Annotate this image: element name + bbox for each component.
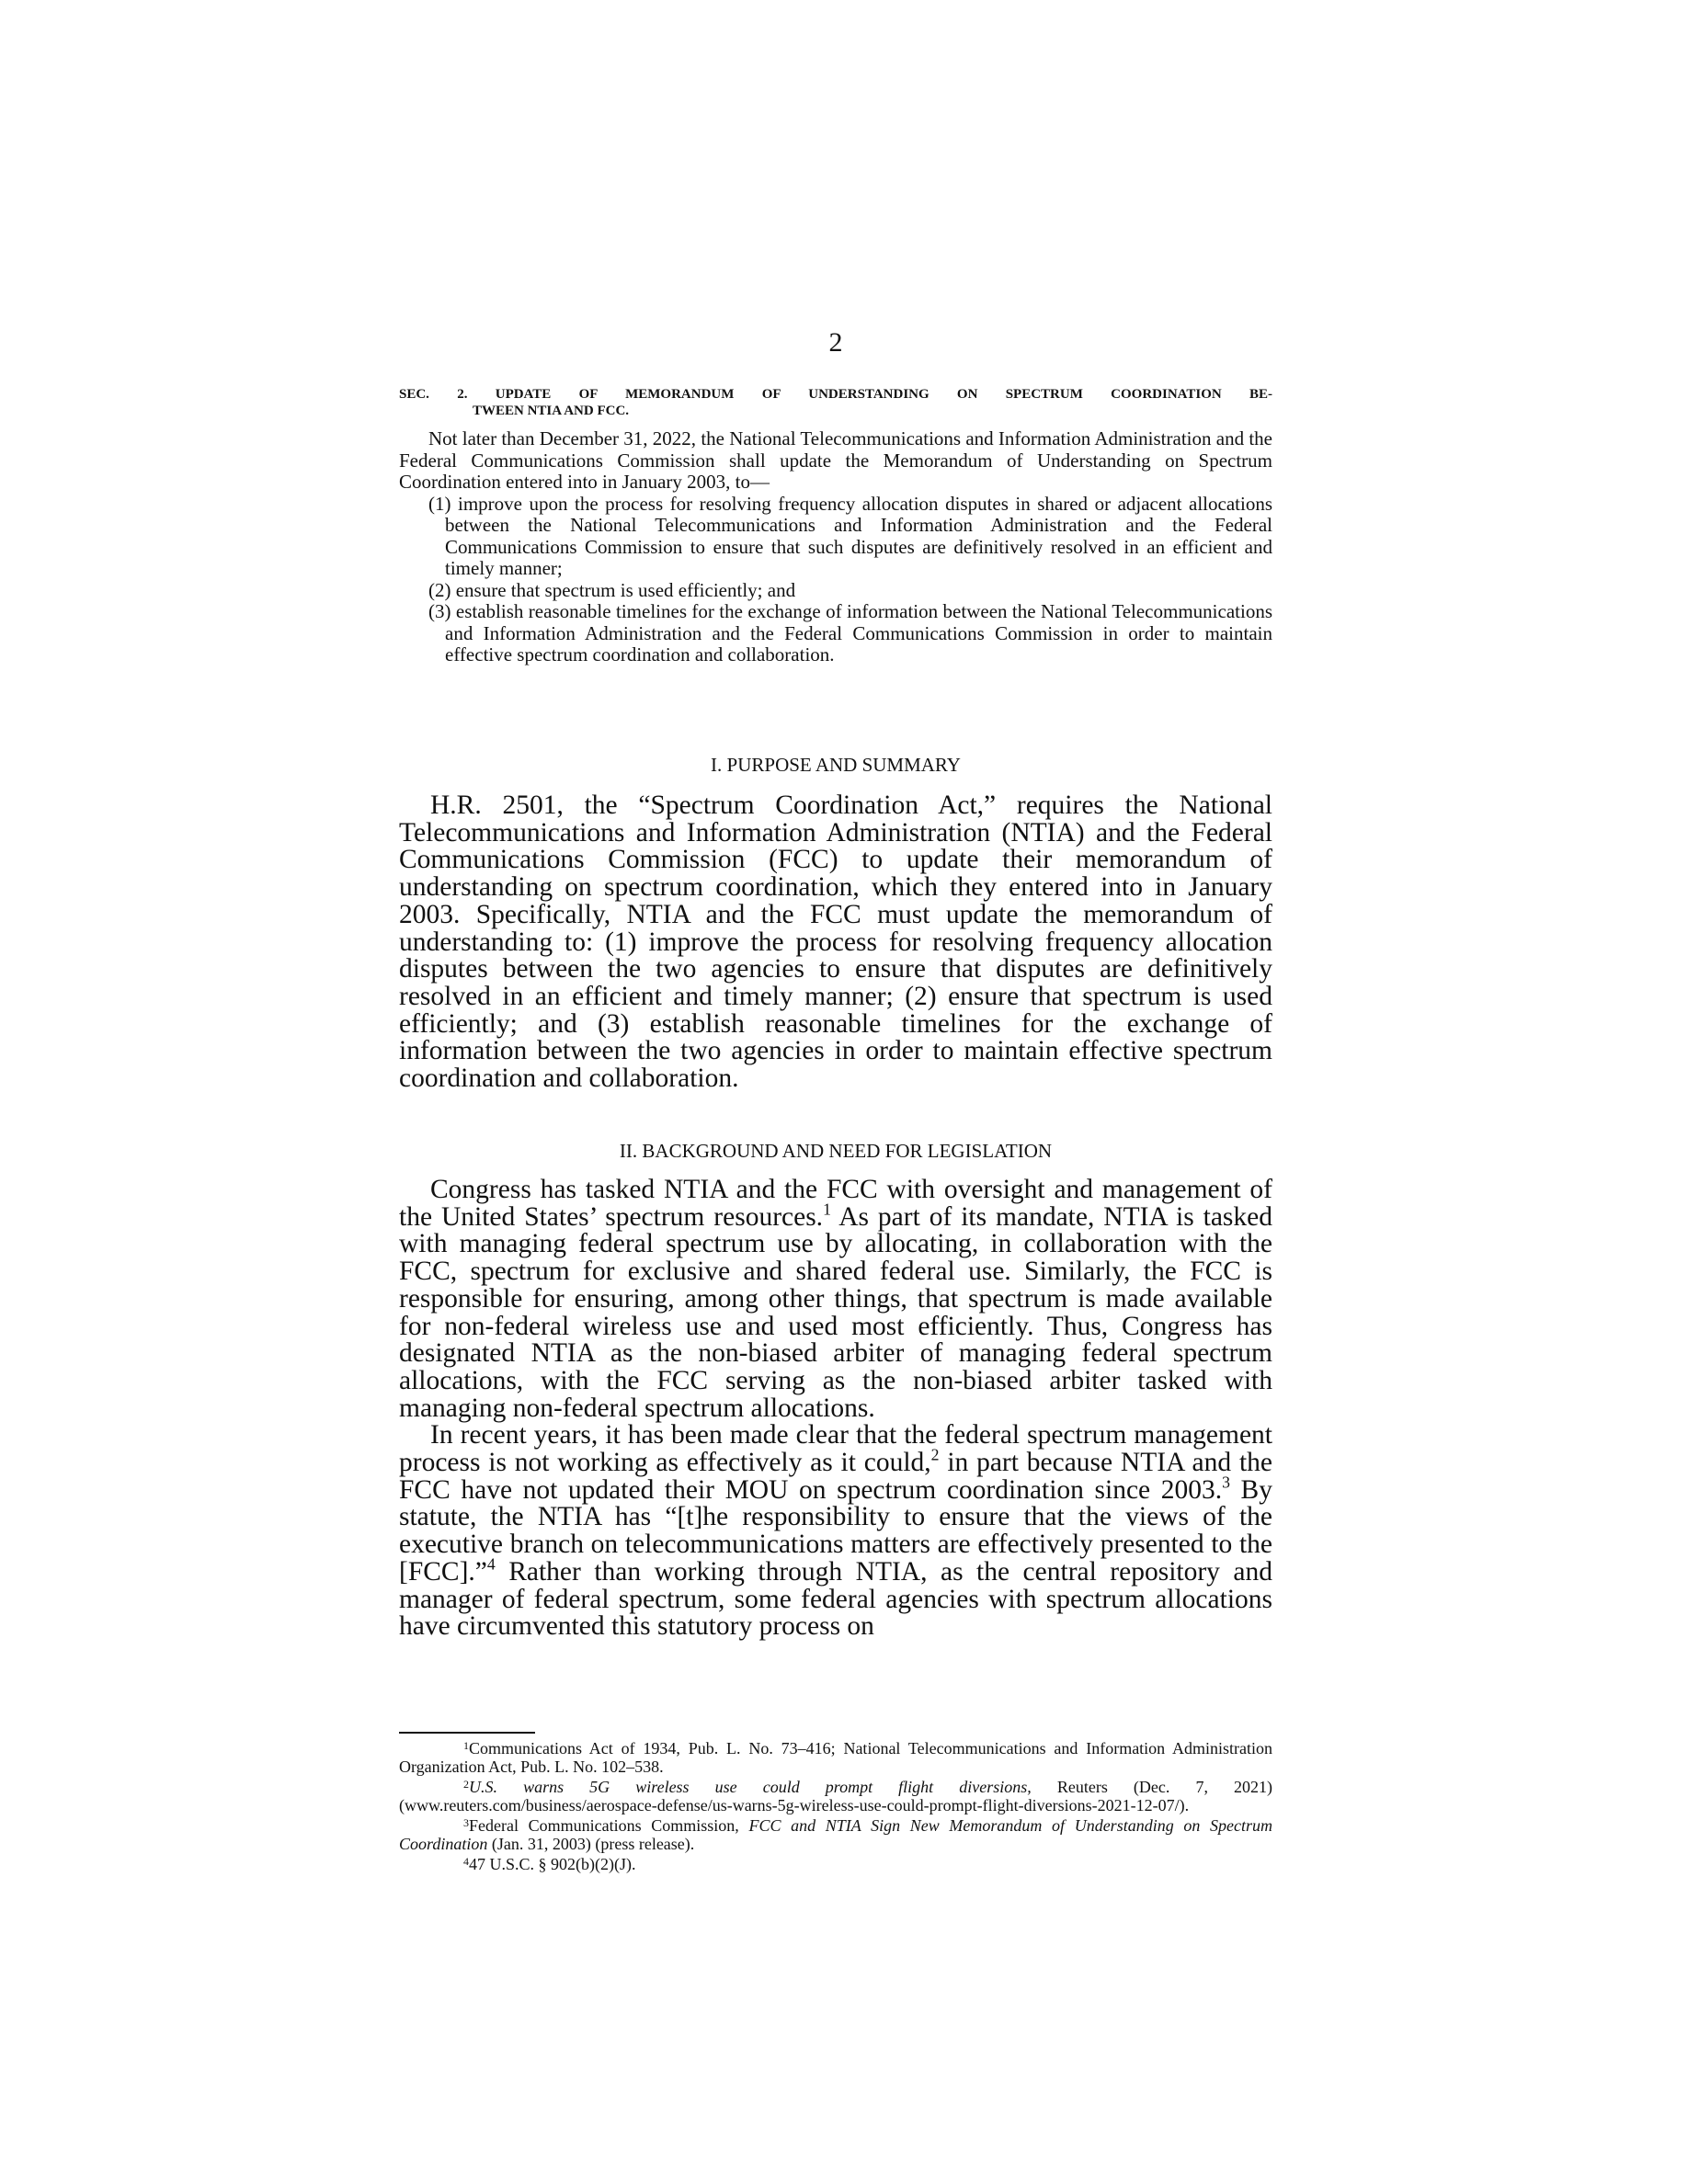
footnote-3-title: FCC and NTIA Sign New Memorandum of Understanding on Spectrum Coordination bbox=[399, 1816, 1272, 1853]
background-heading: II. BACKGROUND AND NEED FOR LEGISLATION bbox=[619, 1140, 1053, 1162]
footnote-ref-3: 3 bbox=[1222, 1473, 1230, 1492]
bill-item-1: (1) improve upon the process for resolving frequency allocation disputes in shared or adjacent allocations between the National Telecommunications and Information Administration and the Federal Communications Commission to ensure that such disputes are definitively resolved in an efficient and timely manner; bbox=[428, 492, 1272, 579]
background-paragraph-2 bbox=[399, 1422, 1272, 1641]
background-paragraph-1 bbox=[399, 1177, 1272, 1422]
footnote-ref-4: 4 bbox=[486, 1554, 496, 1574]
page-number: 2 bbox=[828, 327, 843, 358]
footnote-1-text: Communications Act of 1934, Pub. L. No. 73–416; National Telecommunications and Information Administration Organization Act, Pub. L. No. 102–538. bbox=[399, 1739, 1272, 1776]
background-p2-text-c: By statute, the NTIA has “[t]he responsibility to ensure that the views of the executive branch on telecommunications matters are effectively presented to the [FCC].” bbox=[399, 1474, 1272, 1587]
footnote-4 bbox=[399, 1853, 1272, 1874]
section-title-line1: SEC. 2. UPDATE OF MEMORANDUM OF UNDERSTANDING ON SPECTRUM COORDINATION BE- bbox=[399, 387, 1272, 402]
footnote-3-text-a: Federal Communications Commission, bbox=[469, 1816, 749, 1835]
purpose-heading: I. PURPOSE AND SUMMARY bbox=[711, 754, 961, 776]
footnote-2-title: U.S. warns 5G wireless use could prompt flight diversions, bbox=[469, 1778, 1032, 1796]
background-body bbox=[399, 1177, 1272, 1641]
footnote-2-number: 2 bbox=[463, 1778, 469, 1791]
bill-item-3: (3) establish reasonable timelines for the exchange of information between the National Telecommunications and Information Administration and the Federal Communications Commission in order to maintain effective spectrum coordination and collaboration. bbox=[428, 600, 1272, 665]
footnote-ref-1: 1 bbox=[823, 1200, 831, 1219]
footnote-ref-2: 2 bbox=[930, 1445, 940, 1464]
footnote-3-number: 3 bbox=[463, 1816, 469, 1829]
footnote-4-text: 47 U.S.C. § 902(b)(2)(J). bbox=[469, 1855, 636, 1873]
footnote-1 bbox=[399, 1737, 1272, 1776]
section-title-line2: TWEEN NTIA AND FCC. bbox=[473, 404, 630, 418]
purpose-paragraph: H.R. 2501, the “Spectrum Coordination Act,” requires the National Telecommunications and Information Administration (NTIA) and the Federal Communications Commission (FCC) to update their memorandum of understanding on spectrum coordination, which they entered into in January 2003. Specifically, NTIA and the FCC must update the memorandum of understanding to: (1) improve the process for resolving frequency allocation disputes between the two agencies to ensure that disputes are definitively resolved in an efficient and timely manner; (2) ensure that spectrum is used efficiently; and (3) establish reasonable timelines for the exchange of information between the two agencies in order to maintain effective spectrum coordination and collaboration. bbox=[399, 791, 1272, 1094]
purpose-body bbox=[399, 792, 1272, 1093]
footnote-2-text: Reuters (Dec. 7, 2021) (www.reuters.com/business/aerospace-defense/us-warns-5g-wireless-use-could-prompt-flight-diversions-2021-12-07/). bbox=[399, 1778, 1273, 1814]
footnote-3 bbox=[399, 1814, 1272, 1853]
footnotes bbox=[399, 1737, 1272, 1874]
bill-lead-paragraph: Not later than December 31, 2022, the National Telecommunications and Information Administration and the Federal Communications Commission shall update the Memorandum of Understanding on Spectrum Coordination entered into in January 2003, to— bbox=[399, 427, 1272, 493]
footnote-1-number: 1 bbox=[463, 1739, 469, 1752]
background-p1-text-b: As part of its mandate, NTIA is tasked with managing federal spectrum use by allocating, in collaboration with the FCC, spectrum for exclusive and shared federal use. Similarly, the FCC is responsible for ensuring, among other things, that spectrum is made available for non-federal wireless use and used most efficiently. Thus, Congress has designated NTIA as the non-biased arbiter of managing federal spectrum allocations, with the FCC serving as the non-biased arbiter tasked with managing non-federal spectrum allocations. bbox=[399, 1201, 1272, 1423]
bill-item-2: (2) ensure that spectrum is used efficiently; and bbox=[428, 578, 796, 601]
background-p2-text-d: Rather than working through NTIA, as the central repository and manager of federal spectrum, some federal agencies with spectrum allocations have circumvented this statutory process on bbox=[399, 1556, 1272, 1642]
background-p2-text-a: In recent years, it has been made clear that the federal spectrum management process is not working as effectively as it could, bbox=[399, 1420, 1272, 1478]
document-page bbox=[399, 0, 1272, 2184]
footnote-4-number: 4 bbox=[463, 1855, 469, 1868]
bill-text bbox=[399, 428, 1272, 666]
footnote-3-text-b: (Jan. 31, 2003) (press release). bbox=[487, 1834, 695, 1853]
footnote-2 bbox=[399, 1776, 1272, 1814]
background-p1-text-a: Congress has tasked NTIA and the FCC with oversight and management of the United States’ spectrum resources. bbox=[399, 1175, 1272, 1232]
background-p2-text-b: in part because NTIA and the FCC have not updated their MOU on spectrum coordination since 2003. bbox=[399, 1448, 1272, 1505]
footnote-divider bbox=[399, 1732, 535, 1734]
